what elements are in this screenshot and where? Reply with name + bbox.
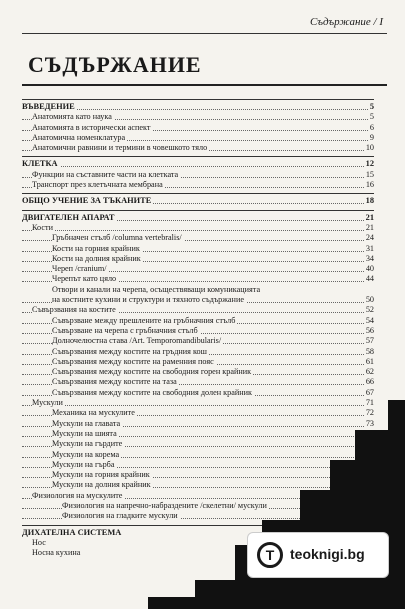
toc-entry-title: на костните кухини и структури и тяхното съдържание [52, 295, 244, 305]
toc-page-number: 44 [365, 274, 374, 284]
toc-entry-title: ДИХАТЕЛНА СИСТЕМА [22, 527, 122, 537]
toc-page-number: 54 [365, 315, 374, 325]
toc-page-number: 67 [365, 387, 374, 397]
toc-entry-title: КЛЕТКА [22, 159, 58, 169]
toc-entry-title: Носна кухина [32, 548, 81, 558]
book-icon: T [257, 542, 283, 568]
toc-entry-title: Кости на долния крайник [52, 253, 141, 263]
toc-page-number: 56 [365, 325, 374, 335]
toc-entry-title: ВЪВЕДЕНИЕ [22, 102, 75, 111]
watermark-text: teoknigi.bg [290, 546, 365, 562]
toc-entry-title: Съвързвания между костите на свободния горен крайник [52, 367, 252, 377]
toc-entry-title: Кости на горния крайник [52, 243, 140, 253]
toc-entry-title: Механика на мускулите [52, 408, 135, 418]
toc-page-number: 57 [365, 336, 374, 346]
toc-entry-title: Физиология на напречно-набраздените /скелетни/ мускули [62, 500, 267, 510]
toc-entry-title: Транспорт през клетъчната мембрана [32, 180, 163, 190]
toc-entry-title: Съвързвания между костите на свободния долен крайник [52, 387, 252, 397]
toc-page-number: 34 [365, 253, 374, 263]
page-title: СЪДЪРЖАНИЕ [28, 52, 202, 77]
toc-entry-title: ОБЩО УЧЕНИЕ ЗА ТЪКАНИТЕ [22, 196, 152, 206]
toc-page-number: 15 [365, 169, 374, 179]
toc-entry-title: Съвързвания между костите на раменния пояс [52, 356, 214, 366]
toc-entry-title: Черепът като цяло [52, 274, 117, 284]
toc-page-number: 62 [365, 367, 374, 377]
toc-entry-title: Съвързвания между костите на гръдния кош [52, 346, 207, 356]
toc-page-number: 71 [365, 398, 374, 408]
toc-page-number: 5 [369, 102, 374, 111]
toc-entry-title: Анатомията в исторически аспект [32, 122, 151, 132]
toc-entry-title: Съвързване на черепа с гръбначния стълб [52, 325, 198, 335]
toc-page-number: 24 [365, 233, 374, 243]
toc-page-number: 21 [365, 222, 374, 232]
toc-page-number: 52 [365, 305, 374, 315]
toc-entry-title: Физиология на мускулите [32, 490, 123, 500]
toc-entry-title: Нос [32, 537, 46, 547]
toc-entry-title: Съвързвания на костите [32, 305, 116, 315]
toc-entry-title: Анатомични равнини и термини в човешкото тяло [32, 143, 208, 153]
toc-entry-title: Мускули на гърба [52, 459, 115, 469]
toc-page-number: 18 [365, 196, 374, 206]
watermark-logo [248, 533, 388, 577]
toc-page-number: 73 [365, 418, 374, 428]
toc-entry-title: Анатомична номенклатура [32, 132, 126, 142]
toc-entry-title: Мускули на горния крайник [52, 470, 150, 480]
toc-entry-title: Кости [32, 222, 53, 232]
toc-page-number: 10 [365, 143, 374, 153]
toc-page-number: 5 [369, 112, 374, 122]
toc-entry-title: Съвързване между прешлените на гръбначния стълб [52, 315, 236, 325]
toc-entry-title: Мускули на гърдите [52, 439, 123, 449]
toc-entry-title: Мускули [32, 398, 63, 408]
running-header: Съдържание / I [309, 16, 383, 28]
toc-page-number: 16 [365, 180, 374, 190]
toc-page-number: 9 [369, 132, 374, 142]
toc-entry-title: Анатомията като наука [32, 112, 112, 122]
toc-entry-title: Мускули на шията [52, 428, 117, 438]
toc-entry-title: Отвори и канали на черепа, осъществяващи комуникацията [52, 284, 261, 294]
toc-entry-title: Функции на съставните части на клетката [32, 169, 179, 179]
toc-entry-title: Мускули на главата [52, 418, 121, 428]
toc-entry-title: Физиология на гладките мускули [62, 511, 178, 521]
toc-page-number: 12 [365, 159, 374, 169]
toc-entry-title: Мускули на корема [52, 449, 120, 459]
toc-page-number: 21 [365, 212, 374, 222]
toc-entry-title: Мускули на долния крайник [52, 480, 151, 490]
toc-page-number: 40 [365, 264, 374, 274]
toc-page-number: 50 [365, 295, 374, 305]
toc-page-number: 58 [365, 346, 374, 356]
toc-entry-title: ДВИГАТЕЛЕН АПАРАТ [22, 212, 115, 222]
toc-entry-title: Гръбначен стълб /columna vertebralis/ [52, 233, 182, 243]
toc-page-number: 72 [365, 408, 374, 418]
toc-page-number: 61 [365, 356, 374, 366]
toc-entry-title: Долночелюстна става /Art. Temporomandibularis/ [52, 336, 222, 346]
toc-page-number: 31 [365, 243, 374, 253]
toc-entry-title: Череп /cranium/ [52, 264, 107, 274]
toc-page-number: 66 [365, 377, 374, 387]
toc-page-number: 6 [369, 122, 374, 132]
toc-entry-title: Съвързвания между костите на таза [52, 377, 177, 387]
